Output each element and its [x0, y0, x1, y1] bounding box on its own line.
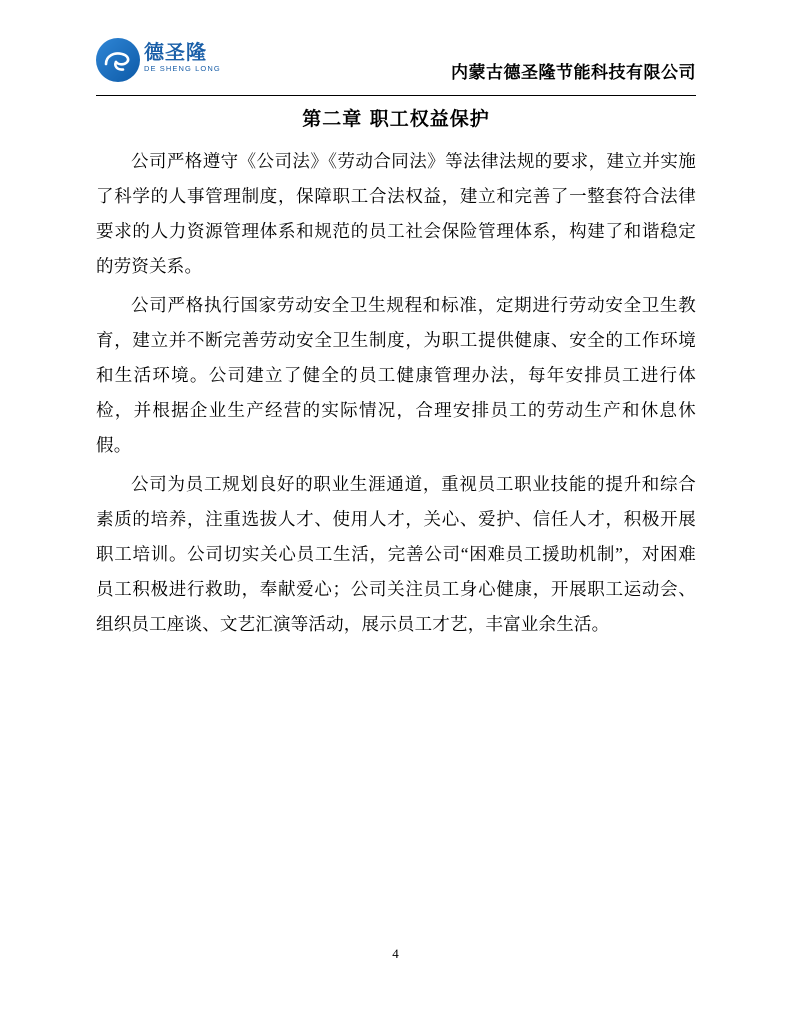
logo-circle-shape	[96, 38, 140, 82]
document-body	[96, 104, 696, 646]
paragraph-3: 公司为员工规划良好的职业生涯通道，重视员工职业技能的提升和综合素质的培养，注重选拔人才、使用人才，关心、爱护、信任人才，积极开展职工培训。公司切实关心员工生活，完善公司“困难员工援助机制”，对困难员工积极进行救助，奉献爱心；公司关注员工身心健康，开展职工运动会、组织员工座谈、文艺汇演等活动，展示员工才艺，丰富业余生活。	[96, 474, 696, 634]
chapter-title: 第二章 职工权益保护	[302, 108, 490, 130]
logo-chinese-text: 德圣隆	[144, 40, 207, 64]
company-logo-icon	[96, 36, 231, 86]
company-name: 内蒙古德圣隆节能科技有限公司	[451, 63, 696, 83]
logo-swoosh-icon	[104, 50, 132, 72]
paragraph-1: 公司严格遵守《公司法》《劳动合同法》等法律法规的要求，建立并实施了科学的人事管理制度，保障职工合法权益，建立和完善了一整套符合法律要求的人力资源管理体系和规范的员工社会保险管理体系，构建了和谐稳定的劳资关系。	[96, 151, 696, 276]
header-divider	[96, 95, 696, 96]
paragraph-2: 公司严格执行国家劳动安全卫生规程和标准，定期进行劳动安全卫生教育，建立并不断完善劳动安全卫生制度，为职工提供健康、安全的工作环境和生活环境。公司建立了健全的员工健康管理办法，每年安排员工进行体检，并根据企业生产经营的实际情况，合理安排员工的劳动生产和休息休假。	[96, 295, 696, 455]
page-header	[96, 36, 696, 92]
logo-english-text: DE SHENG LONG	[144, 64, 221, 73]
page-number: 4	[392, 946, 399, 961]
